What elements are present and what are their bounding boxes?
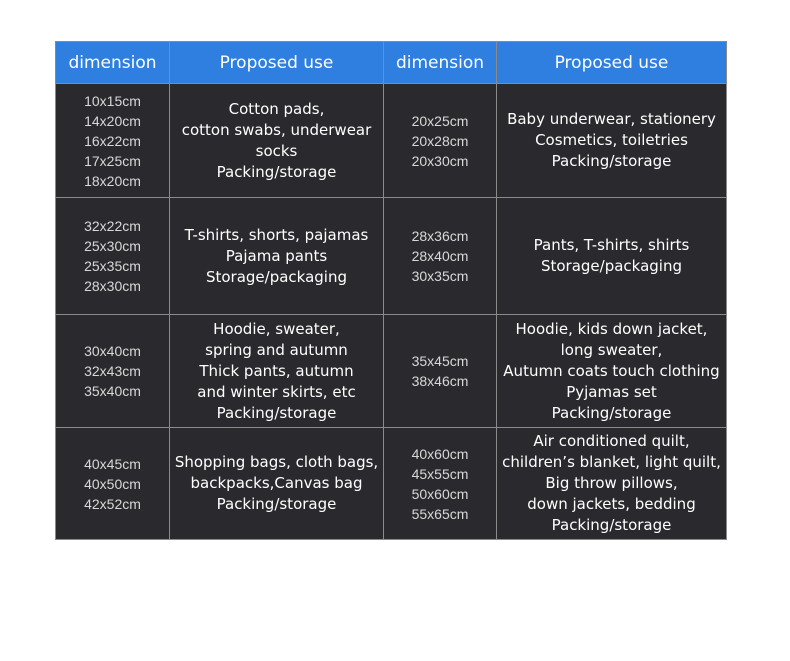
use-text: Autumn coats touch clothing: [503, 361, 720, 380]
proposed-use-cell: [170, 198, 384, 315]
proposed-use-cell: [497, 428, 727, 540]
dimension-value: 28x40cm: [411, 248, 469, 264]
proposed-use-cell: [170, 84, 384, 198]
dimension-cell: [384, 315, 497, 428]
use-text: Pyjamas set: [566, 382, 657, 401]
dimension-value: 35x40cm: [84, 383, 141, 399]
header-proposed-use-2: Proposed use: [497, 42, 727, 84]
use-text: T-shirts, shorts, pajamas: [184, 225, 369, 244]
proposed-use-cell: [170, 428, 384, 540]
dimension-value: 45x55cm: [411, 465, 469, 482]
use-text: Cotton pads,: [228, 99, 325, 118]
header-dimension-1: dimension: [56, 42, 170, 84]
dimension-value: 14x20cm: [84, 112, 141, 129]
dimension-cell: [56, 428, 170, 540]
dimension-cell: [384, 428, 497, 540]
table-row: [56, 428, 727, 540]
use-text: Air conditioned quilt,: [533, 432, 690, 450]
dimension-value: 55x65cm: [411, 505, 469, 522]
header-proposed-use-1: Proposed use: [170, 42, 384, 84]
dimension-value: 17x25cm: [84, 152, 141, 169]
dimension-value: 42x52cm: [84, 495, 141, 512]
use-text: socks: [255, 141, 298, 160]
use-text: Pants, T-shirts, shirts: [533, 236, 690, 254]
use-text: Hoodie, kids down jacket,: [515, 319, 708, 338]
use-text: Baby underwear, stationery: [507, 110, 716, 128]
dimension-value: 50x60cm: [411, 485, 469, 502]
dimension-cell: [56, 315, 170, 428]
use-text: Packing/storage: [216, 495, 337, 513]
dimension-value: 20x25cm: [411, 112, 469, 129]
header-dimension-2: dimension: [384, 42, 497, 84]
header-row: [56, 42, 727, 84]
use-text: and winter skirts, etc: [197, 382, 356, 401]
use-text: Storage/packaging: [205, 267, 348, 286]
use-text: backpacks,Canvas bag: [190, 474, 363, 492]
dimension-value: 25x30cm: [84, 238, 141, 254]
proposed-use-cell: [497, 315, 727, 428]
dimension-cell: [56, 198, 170, 315]
dimension-value: 32x22cm: [84, 218, 141, 234]
proposed-use-cell: [170, 315, 384, 428]
use-text: spring and autumn: [205, 340, 348, 359]
use-text: Packing/storage: [551, 403, 672, 422]
dimension-value: 40x45cm: [84, 455, 141, 472]
dimension-value: 20x30cm: [411, 152, 469, 169]
use-text: Big throw pillows,: [545, 474, 678, 492]
dimension-cell: [384, 198, 497, 315]
table-row: [56, 84, 727, 198]
dimension-cell: [56, 84, 170, 198]
dimension-cell: [384, 84, 497, 198]
use-text: down jackets, bedding: [527, 495, 696, 513]
dimension-value: 40x60cm: [411, 445, 469, 462]
dimension-value: 40x50cm: [84, 475, 141, 492]
use-text: Storage/packaging: [540, 257, 683, 275]
use-text: long sweater,: [560, 340, 663, 359]
dimension-value: 10x15cm: [84, 92, 141, 109]
use-text: Pajama pants: [225, 246, 328, 265]
dimension-value: 20x28cm: [411, 132, 469, 149]
dimension-value: 30x35cm: [411, 268, 469, 284]
dimension-value: 25x35cm: [84, 258, 141, 274]
use-text: children’s blanket, light quilt,: [502, 453, 721, 471]
use-text: Shopping bags, cloth bags,: [174, 453, 379, 471]
dimension-value: 35x45cm: [411, 353, 469, 369]
use-text: Packing/storage: [551, 516, 672, 534]
table-row: [56, 198, 727, 315]
use-text: Hoodie, sweater,: [213, 319, 340, 338]
proposed-use-cell: [497, 198, 727, 315]
dimension-value: 16x22cm: [84, 132, 141, 149]
dimension-value: 28x36cm: [411, 228, 469, 244]
proposed-use-cell: [497, 84, 727, 198]
dimension-value: 32x43cm: [84, 363, 141, 379]
use-text: Cosmetics, toiletries: [535, 131, 688, 149]
table-row: [56, 315, 727, 428]
use-text: Thick pants, autumn: [199, 361, 354, 380]
size-use-table: [55, 41, 727, 540]
dimension-value: 38x46cm: [411, 373, 469, 389]
dimension-value: 18x20cm: [84, 172, 141, 189]
dimension-value: 30x40cm: [84, 343, 141, 359]
use-text: Packing/storage: [216, 162, 337, 181]
use-text: Packing/storage: [551, 152, 672, 170]
dimension-value: 28x30cm: [84, 278, 141, 294]
use-text: cotton swabs, underwear: [181, 120, 372, 139]
use-text: Packing/storage: [216, 403, 337, 422]
